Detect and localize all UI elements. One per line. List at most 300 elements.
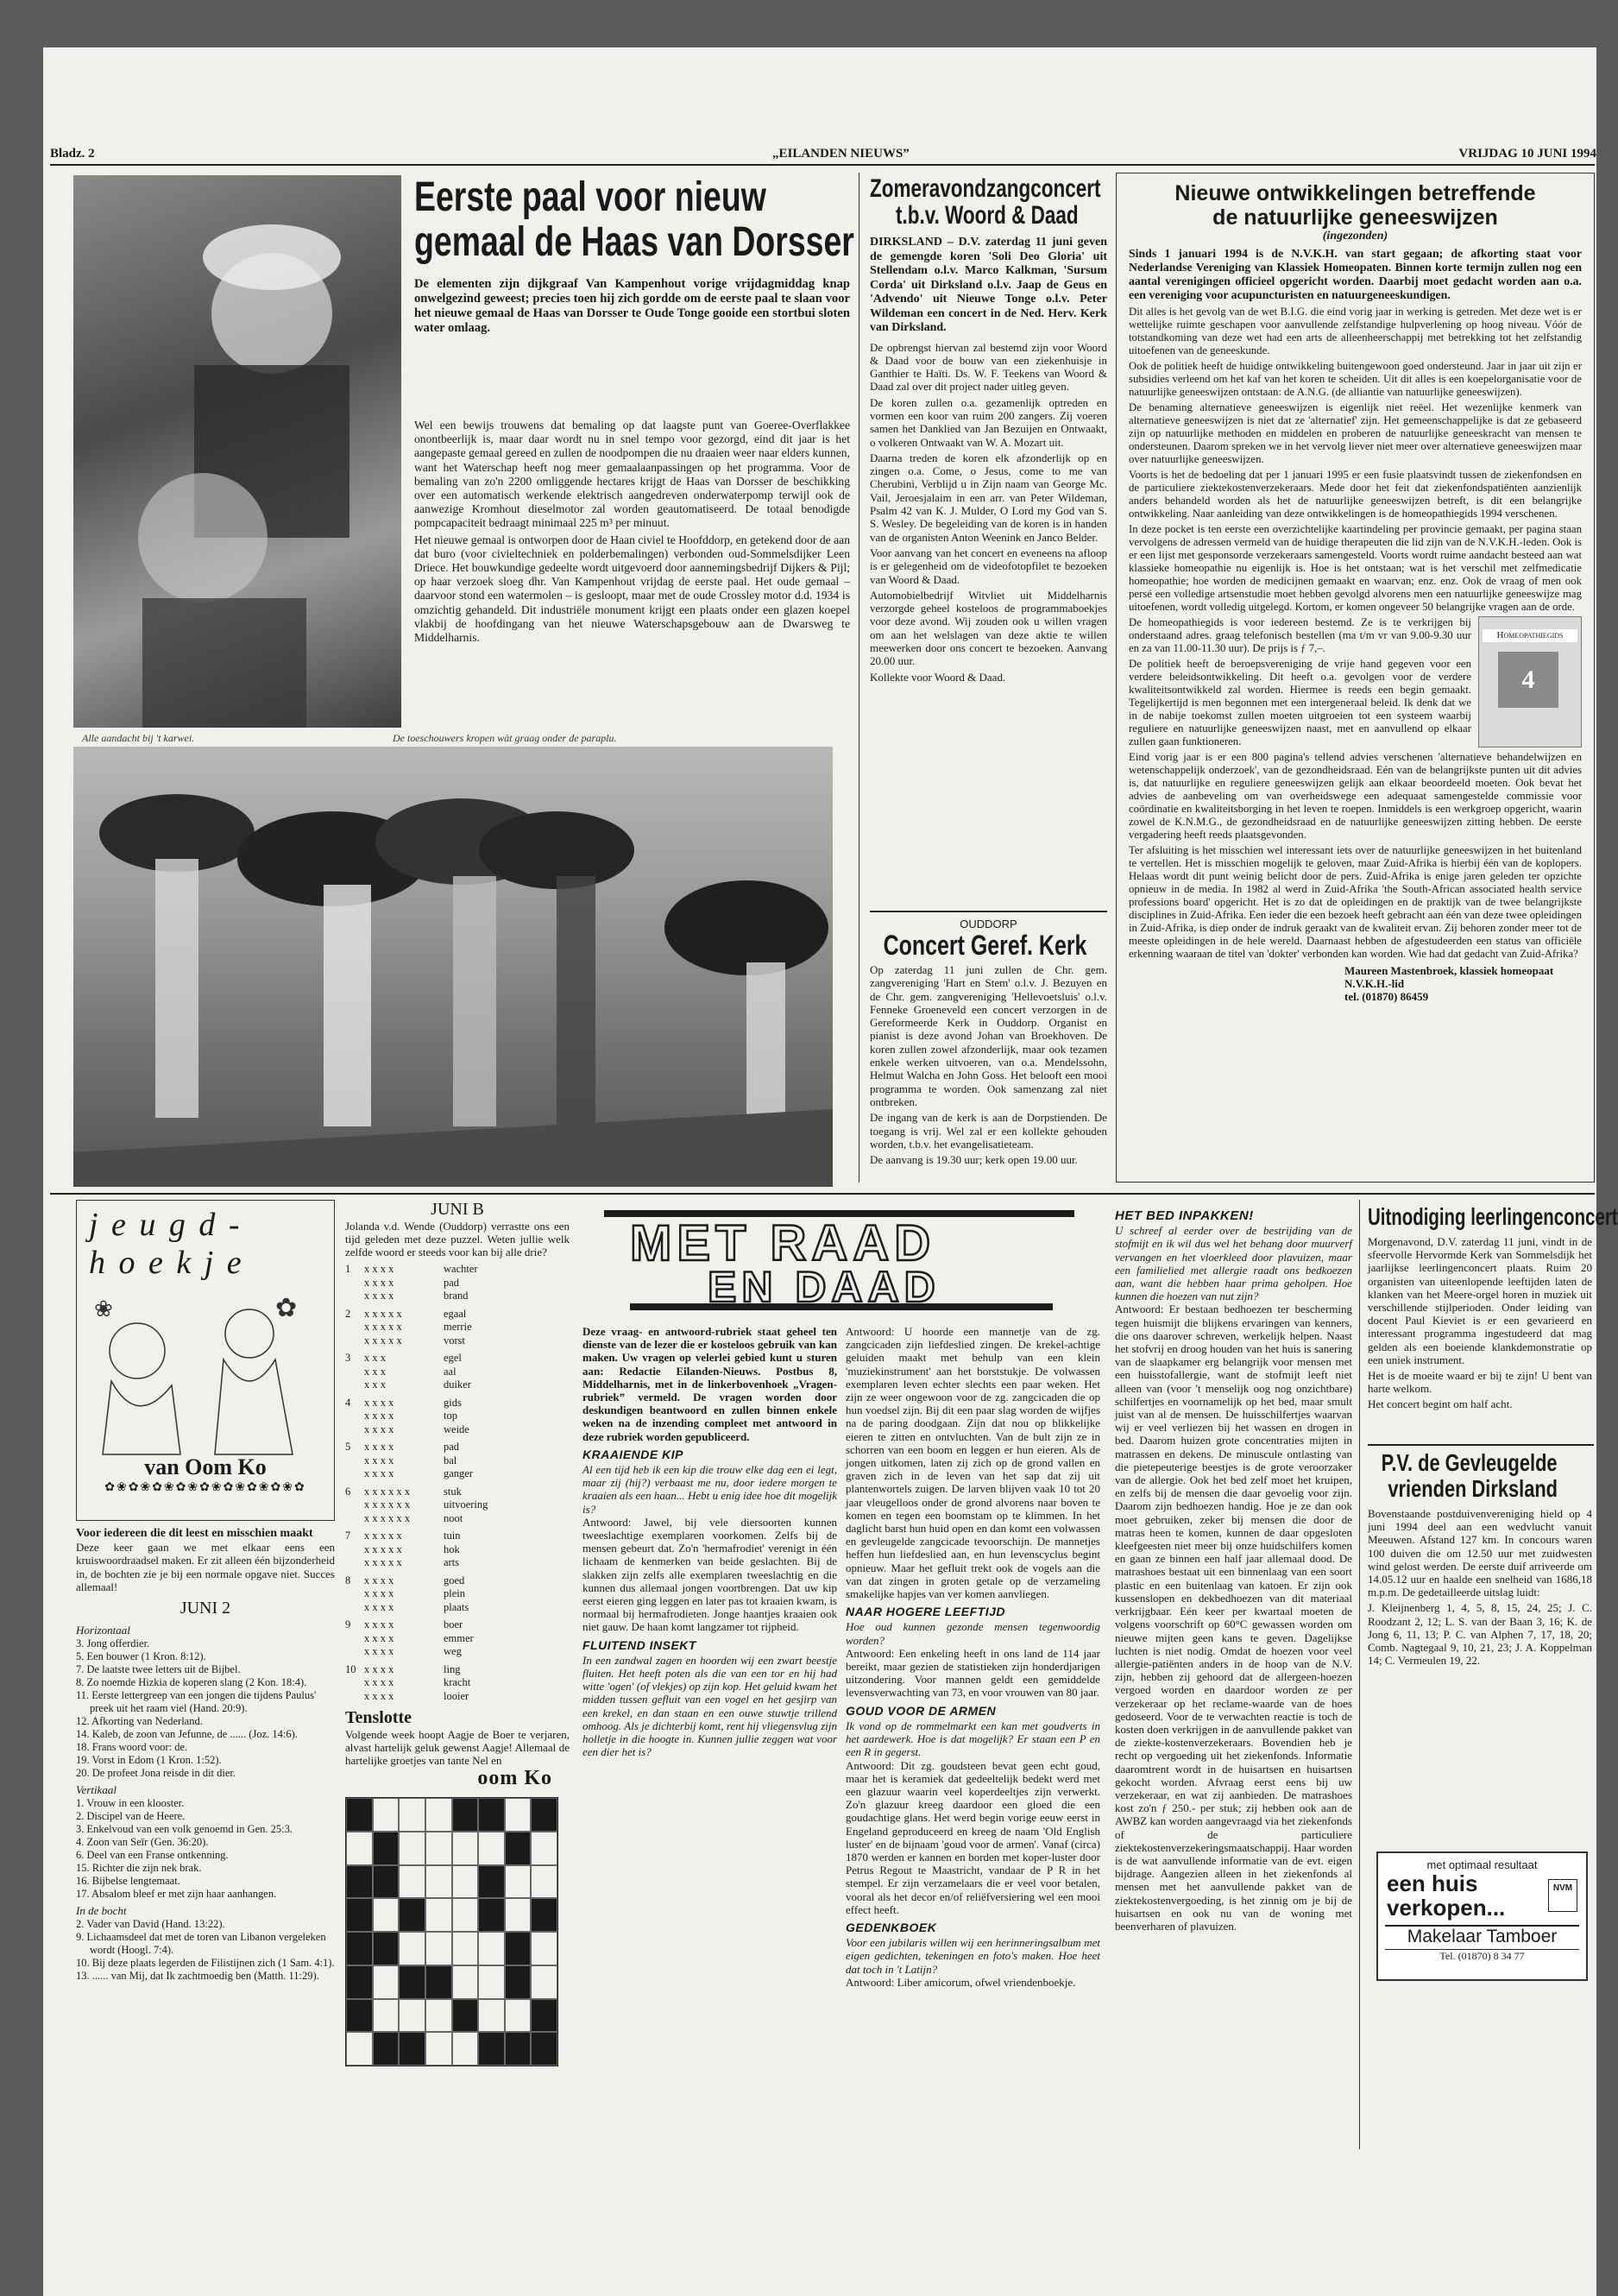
clue-item: 3. Enkelvoud van een volk genoemd in Gen. 25:3.	[76, 1823, 293, 1836]
answer-text: Antwoord: Jawel, bij vele diersoorten kunnen tweeslachtige exemplaren voorkomen. Zelfs bij de mensen gebeurt dat. Zo'n 'hermafrodiet' verenigt in één lichaam de kenmerken van beide geslachten. Bij de slakken zijn zelfs alle exemplaren tweeslachtig en die kunnen dus allemaal jongen voortbrengen. Dat uw kip eerst eieren ging leggen en later pas tot kraaien kwam, is normaal bij hermafrodieten. Jonge haantjes kraaien ook niet gauw. De haan komt langzamer tot rijpheid.	[582, 1515, 837, 1634]
subhead-hogere-leeftijd: NAAR HOGERE LEEFTIJD	[846, 1605, 1006, 1619]
group-number	[345, 1601, 364, 1615]
word-group	[345, 1397, 570, 1437]
letter-placeholders: x x x x	[364, 1689, 394, 1702]
clue-item: 7. De laatste twee letters uit de Bijbel.	[76, 1663, 241, 1676]
crossword-cell[interactable]	[531, 2032, 557, 2066]
group-number	[345, 1645, 364, 1659]
crossword-cell[interactable]	[425, 1965, 452, 1999]
geneeswijzen-paragraph: Voorts is het de bedoeling dat per 1 januari 1995 er een fusie plaatsvindt tussen de ziekenfondsen en de particuliere ziektekostenverzekeraars. Mede door het feit dat ziekenfondspatiënten aanzienlijk anders behandeld worden als het de natuurlijke geneeswijzen betreft, is dit een belangrijke ontwikkeling. Naar aanleiding van deze ontwikkelingen is de homeopathiegids 1994 verschenen.	[1129, 469, 1582, 520]
uitnodiging-paragraph: Het concert begint om half acht.	[1368, 1397, 1513, 1411]
photo-dijkgraaf	[73, 175, 401, 728]
page-number: Bladz. 2	[50, 147, 95, 161]
raad-column-1	[582, 1325, 837, 1759]
subhead-goud-voor-de-armen: GOUD VOOR DE ARMEN	[846, 1703, 997, 1718]
letter-placeholders: x x x x x x	[364, 1498, 411, 1511]
crossword-cell[interactable]	[346, 1832, 373, 1865]
geneeswijzen-paragraph: De homeopathiegids is voor iedereen bestemd. Ze is te verkrijgen bij onderstaand adres. graag telefonisch bestellen (ma t/m vr van 9.00-9.30 uur en za van 11.00-11.30 uur). De prijs is ƒ 7,–.	[1129, 616, 1471, 654]
juni-b-heading: JUNI B	[431, 1200, 484, 1219]
crossword-cell[interactable]	[399, 1798, 425, 1832]
horizontaal-heading: Horizontaal	[76, 1624, 130, 1637]
crossword-cell[interactable]	[478, 2032, 505, 2066]
group-number	[345, 1467, 364, 1481]
letter-placeholders: x x x x	[364, 1396, 394, 1409]
word-suffix: boer	[444, 1618, 463, 1631]
clue-item: 13. ...... van Mij, dat Ik zachtmoedig ben (Matth. 11:29).	[76, 1970, 319, 1983]
group-number: 2	[345, 1307, 351, 1320]
main-paragraph: Het nieuwe gemaal is ontworpen door de Haan civiel te Hoofddorp, en getekend door de aan dat buro (voor civieltechniek en polderbemalingen) verbonden oud-Sommelsdijker Leen Driece. Het bouwkundige gedeelte wordt uitgevoerd door aannemingsbedrijf Dijkers & Pijl; op haar verzoek sloeg dhr. Van Kampenhout vrijdag de eerste paal. Het oude gemaal – daarvoor stond een watermolen – is gesloopt, maar met de oude Crossley motor d.d. 1934 is omzichtig gehandeld. Dit industriële monument krijgt een plaats onder een glazen koepel vlakbij de hoofdingang van het nieuwe Waterschapsgebouw aan de Dwarsweg te Middelharnis.	[414, 533, 850, 645]
word-row	[345, 1423, 570, 1437]
group-number	[345, 1498, 364, 1512]
word-suffix: arts	[444, 1556, 460, 1568]
word-suffix: ling	[444, 1662, 461, 1675]
letter-placeholders: x x x x	[364, 1600, 394, 1613]
question-text: Al een tijd heb ik een kip die trouw elke dag een ei legt, maar zij (hij?) verbaast me nu, door iedere morgen te kraaien als een haan... Hebt u enig idee hoe dit mogelijk is?	[582, 1463, 837, 1516]
ouddorp-paragraph: De ingang van de kerk is aan de Dorpstienden. De toegang is vrij. Wel zal er een kollekte gehouden worden, t.b.v. het evangelisatieteam.	[870, 1111, 1107, 1151]
geneeswijzen-article	[1129, 181, 1582, 1003]
letter-placeholders: x x x x x	[364, 1530, 402, 1542]
crossword-cell[interactable]	[452, 1798, 479, 1832]
crossword-cell[interactable]	[531, 1865, 557, 1899]
geneeswijzen-paragraph: Ook de politiek heeft de huidige ontwikkeling buitengewoon goed ondersteund. Jaar in jaar uit zijn er subsidies verleend om het kaf van het koren te scheiden. Uit dit alles is een koepelorganisatie voor de natuurlijke geneeswijzen ontstaan: de A.N.G. (de alliantie van natuurlijke geneeswijzen).	[1129, 360, 1582, 398]
zomer-paragraph: Kollekte voor Woord & Daad.	[870, 670, 1006, 684]
group-number	[345, 1512, 364, 1526]
word-row	[345, 1632, 570, 1646]
word-suffix: goed	[444, 1574, 465, 1586]
letter-placeholders: x x x x	[364, 1441, 394, 1453]
header-rule	[50, 164, 1595, 166]
answer-text: Antwoord: Liber amicorum, ofwel vriendenboekje.	[846, 1975, 1076, 1989]
crossword-cell[interactable]	[373, 2032, 400, 2066]
crossword-cell[interactable]	[452, 1898, 479, 1932]
letter-placeholders: x x x x	[364, 1467, 394, 1479]
jeugdhoekje-byline: van Oom Ko	[144, 1454, 267, 1479]
question-text: Voor een jubilaris willen wij een herinneringsalbum met eigen gedichten, tekeningen en foto's maken. Hoe heet dat toch in 't Latijn?	[846, 1936, 1100, 1976]
crossword-cell[interactable]	[452, 1865, 479, 1899]
crossword-cell[interactable]	[478, 1965, 505, 1999]
zomer-lead: DIRKSLAND – D.V. zaterdag 11 juni geven de gemengde koren 'Soli Deo Gloria' uit Stellendam o.l.v. Marco Kalkman, 'Sursum Corda' uit Dirksland o.l.v. Jaap de Geus en 'Advendo' uit Nieuwe Tonge o.l.v. Peter Wildeman een concert in de Ned. Herv. Kerk van Dirksland.	[870, 236, 1107, 334]
clue-item: 9. Lichaamsdeel dat met de toren van Libanon vergeleken wordt (Hoogl. 7:4).	[76, 1931, 326, 1957]
group-number	[345, 1690, 364, 1704]
word-group	[345, 1485, 570, 1526]
book-title: Homeopathiegids	[1483, 629, 1577, 642]
word-row	[345, 1601, 570, 1615]
question-text: In een zandwal zagen en hoorden wij een zwart beestje fluiten. Het heeft poten als die van een tor en hij had witte 'ogen' (of vlekjes) op zijn kop. Het geluid kwam het midden tussen gefluit van een vogel en het gesjirp van een krekel, en dan staan en een ouwe stuwtje trillend omhoog. Als je dichterbij komt, rent hij vliegensvlug zijn holletje in die hoogte in. Kunnen jullie zeggen wat voor een dier het is?	[582, 1653, 837, 1759]
crossword-cell[interactable]	[478, 1999, 505, 2033]
crossword-cell[interactable]	[531, 1798, 557, 1832]
word-row	[345, 1366, 570, 1379]
jeugdhoekje-text	[76, 1527, 335, 1983]
clue-item: 19. Vorst in Edom (1 Kron. 1:52).	[76, 1754, 222, 1767]
crossword-cell[interactable]	[505, 1798, 532, 1832]
crossword-cell[interactable]	[452, 2032, 479, 2066]
clue-item: 11. Eerste lettergreep van een jongen die tijdens Paulus' preek uit het raam viel (Hand. 20:9).	[76, 1689, 317, 1715]
vertikaal-heading: Vertikaal	[76, 1783, 116, 1797]
clue-item: 16. Bijbelse lengtemaat.	[76, 1875, 180, 1888]
crossword-cell[interactable]	[478, 1898, 505, 1932]
letter-placeholders: x x x x	[364, 1454, 394, 1467]
uitnodiging-title: Uitnodiging leerlingenconcert	[1368, 1203, 1618, 1230]
letter-placeholders: x x x x	[364, 1587, 394, 1599]
group-number	[345, 1410, 364, 1423]
group-number	[345, 1378, 364, 1392]
uitnodiging-paragraph: Morgenavond, D.V. zaterdag 11 juni, vindt in de sfeervolle Hervormde Kerk van Sommelsdijk het jaarlijkse leerlingenconcert plaats. Ruim 20 organisten van uiteenlopende leeftijden laten de klanken van het Meere-orgel horen in muziek uit verschillende stijlperioden. Onder leiding van docent Paul Kieviet is er een gevarieerd en interessant programma ingestudeerd dat mag gelden als een boeiende klankdemonstratie op een uniek instrument.	[1368, 1235, 1592, 1366]
geneeswijzen-paragraph: De benaming alternatieve geneeswijzen is eigenlijk niet reëel. Het wezenlijke kenmerk van alternatieve geneeswijzen is niet dat ze 'alternatief' zijn. Het gemeenschappelijke is dat ze gebaseerd zijn op natuurlijke methoden en middelen en proberen de natuurlijke geneeskracht van mensen te ondersteunen. Daarom spreken we in het vervolg liever niet meer over alternatieve geneeswijzen maar over natuurlijke geneeswijzen.	[1129, 401, 1582, 465]
answer-text: Antwoord: Dit zg. goudsteen bevat geen echt goud, maar het is keramiek dat gedeeltelijk bedekt werd met een glazuur waarin veel koperdeeltjes zijn verwerkt. Zo'n glazuur kreeg daardoor een gloed die een goudachtige glans. Het werd begin vorige eeuw eerst in Engeland geproduceerd en kreeg de naam 'Old English luster' en de bijnaam 'goud voor de armen'. Vanaf (circa) 1870 werden er kannen en borden met koper-luster door Petrus Regout te Maastricht, vandaar de P R in het stempel. Er zijn verzamelaars die er veel voor betalen, vooral als het decor en/of reliëfversiering wel een mooi effect heeft.	[846, 1758, 1100, 1916]
word-suffix: hok	[444, 1542, 460, 1555]
children-drawing	[77, 1282, 334, 1454]
group-number	[345, 1556, 364, 1570]
word-suffix: pad	[444, 1276, 460, 1289]
vertikaal-list	[76, 1797, 335, 1901]
banner-title-line-1: MET RAAD	[630, 1215, 936, 1271]
juni-b-groups	[345, 1263, 570, 1703]
word-suffix: merrie	[444, 1321, 472, 1333]
met-raad-en-daad-banner	[578, 1200, 1100, 1321]
jeugdhoekje-title-2: h o e k j e	[89, 1245, 244, 1281]
crossword-cell[interactable]	[478, 1798, 505, 1832]
crossword-cell[interactable]	[531, 1898, 557, 1932]
crossword-cell[interactable]	[373, 1798, 400, 1832]
crossword-cell[interactable]	[346, 1898, 373, 1932]
crossword-cell[interactable]	[399, 1832, 425, 1865]
zomer-headline-2: t.b.v. Woord & Daad	[896, 201, 1079, 230]
makelaar-ad[interactable]	[1376, 1851, 1588, 1981]
crossword-cell[interactable]	[399, 1932, 425, 1965]
tenslotte-heading: Tenslotte	[345, 1708, 412, 1727]
crossword-cell[interactable]	[505, 1832, 532, 1865]
subhead-gedenkboek: GEDENKBOEK	[846, 1920, 937, 1934]
word-row	[345, 1530, 570, 1543]
word-row	[345, 1378, 570, 1392]
crossword-cell[interactable]	[531, 1832, 557, 1865]
crossword-cell[interactable]	[425, 1999, 452, 2033]
clue-item: 3. Jong offerdier.	[76, 1637, 150, 1650]
group-number	[345, 1543, 364, 1557]
subhead-kraaiende-kip: KRAAIENDE KIP	[582, 1447, 683, 1461]
word-group	[345, 1352, 570, 1392]
word-row	[345, 1277, 570, 1290]
word-row	[345, 1556, 570, 1570]
clue-item: 6. Deel van een Franse ontkenning.	[76, 1849, 229, 1862]
crossword-cell[interactable]	[399, 1865, 425, 1899]
main-paragraph: Wel een bewijs trouwens dat bemaling op dat laagste punt van Goeree-Overflakkee onontbeerlijk is, maar daar wordt nu in snel tempo voor gezorgd, eind dit jaar is het aangepaste gemaal gereed en zullen de noodpompen die nu draaien weer naar elders kunnen, want het Waterschap heeft nog meer gemaalaanpassingen op het programma. Voor de bemaling van zo'n 2200 omliggende hectares krijgt de Haas van Dorsser de beschikking over een automatisch werkende elektrisch aangedreven onderwaterpomp terwijl ook de aanwezige Kromhout dieselmotor zal worden geautomatiseerd. De totaal benodigde pompcapaciteit bedraagt minimaal 225 m³ per minuut.	[414, 419, 851, 530]
ad-phone: Tel. (01870) 8 34 77	[1385, 1949, 1579, 1963]
word-row	[345, 1663, 570, 1677]
banner-lettering	[578, 1200, 1100, 1321]
crossword-cell[interactable]	[373, 1999, 400, 2033]
divider	[1368, 1444, 1594, 1446]
letter-placeholders: x x x x	[364, 1574, 394, 1586]
geneeswijzen-headline-1: Nieuwe ontwikkelingen betreffende	[1174, 181, 1536, 205]
crossword-cell[interactable]	[452, 1999, 479, 2033]
main-body	[414, 419, 850, 647]
word-suffix: stuk	[444, 1485, 462, 1498]
geneeswijzen-paragraph: Eind vorig jaar is er een 800 pagina's tellend advies verschenen 'alternatieve behandelwijzen en wetenschappelijk onderzoek', van de gezondheidsraad. Eén van de belangrijkste punten uit dit advies is, dat natuurlijke en reguliere geneeswijzen gelijk aan elkaar beoordeeld moeten. Ook bevat het advies de aanbeveling om van overheidswege een adequaat samengestelde commissie voor coördinatie en kwaliteitsborging in het leven te roepen. Inmiddels is een werkgroep opgericht, waarin zowel de K.N.M.G., de gezondheidsraad en de natuurlijke geneeswijzen zitting hebben. De eerste vergadering heeft reeds plaatsgevonden.	[1129, 751, 1582, 841]
word-suffix: tuin	[444, 1530, 461, 1542]
crossword-cell[interactable]	[452, 1832, 479, 1865]
word-row	[345, 1498, 570, 1512]
letter-placeholders: x x x x	[364, 1276, 394, 1289]
word-suffix: uitvoering	[444, 1498, 488, 1511]
group-number: 9	[345, 1618, 351, 1631]
zomer-paragraph: Voor aanvang van het concert en eveneens na afloop is er gelegenheid om de videofotopfilet te bezoeken van Woord & Daad.	[870, 546, 1107, 586]
letter-placeholders: x x x x x	[364, 1334, 402, 1347]
geneeswijzen-paragraph: De politiek heeft de beroepsvereniging de vrije hand gegeven voor een verdere beleidsontwikkeling. Dit heeft o.a. gevolgen voor de verdere kwaliteitsontwikkeld zal worden. Hiermee is reeds een begin gemaakt. Tegelijkertijd is men begonnen met een intergeneraal beleid. Ik denk dat we in de nabije toekomst zullen moeten uitgroeien tot een systeem waarbij reguliere en natuurlijke geneeswijzen naast, met en aanvullend op elkaar zullen gaan funktioneren.	[1129, 658, 1471, 747]
main-article	[414, 174, 854, 336]
clue-item: 5. Een bouwer (1 Kron. 8:12).	[76, 1650, 206, 1663]
clue-item: 4. Zoon van Seïr (Gen. 36:20).	[76, 1836, 209, 1849]
clue-item: 1. Vrouw in een klooster.	[76, 1797, 185, 1810]
crossword-cell[interactable]	[346, 1965, 373, 1999]
signature-membership: N.V.K.H.-lid	[1344, 977, 1405, 990]
word-suffix: emmer	[444, 1631, 474, 1644]
word-suffix: weg	[444, 1645, 462, 1657]
clue-item: 15. Richter die zijn nek brak.	[76, 1862, 202, 1875]
subhead-fluitend-insekt: FLUITEND INSEKT	[582, 1637, 696, 1652]
word-group	[345, 1441, 570, 1481]
ouddorp-title: Concert Geref. Kerk	[883, 930, 1087, 961]
ad-headline-2: verkopen...	[1387, 1895, 1506, 1921]
crossword-cell[interactable]	[505, 1999, 532, 2033]
crossword-cell[interactable]	[425, 2032, 452, 2066]
ad-company: Makelaar Tamboer	[1385, 1925, 1579, 1947]
word-row	[345, 1645, 570, 1659]
crossword-cell[interactable]	[531, 1932, 557, 1965]
ad-tagline: met optimaal resultaat	[1426, 1858, 1538, 1871]
crossword-cell[interactable]	[452, 1965, 479, 1999]
ouddorp-paragraph: De aanvang is 19.30 uur; kerk open 19.00 uur.	[870, 1153, 1078, 1167]
bocht-list	[76, 1918, 335, 1983]
crossword-cell[interactable]	[373, 1965, 400, 1999]
zomer-article	[870, 175, 1107, 686]
uitnodiging-article	[1368, 1203, 1618, 1414]
crossword-cell[interactable]	[425, 1832, 452, 1865]
issue-date: VRIJDAG 10 JUNI 1994	[1458, 147, 1596, 161]
clue-item: 2. Discipel van de Heere.	[76, 1810, 186, 1823]
word-group	[345, 1618, 570, 1659]
word-row	[345, 1308, 570, 1321]
crossword-cell[interactable]	[346, 1798, 373, 1832]
letter-placeholders: x x x	[364, 1365, 386, 1378]
raad-column-2	[846, 1325, 1100, 1989]
crossword-cell[interactable]	[478, 1865, 505, 1899]
group-number: 4	[345, 1396, 351, 1409]
crossword-cell[interactable]	[531, 1999, 557, 2033]
flower-border-icon: ✿❀✿❀✿❀✿❀✿❀✿❀✿❀✿❀✿	[104, 1480, 306, 1494]
ouddorp-paragraph: Op zaterdag 11 juni zullen de Chr. gem. zangvereniging 'Hart en Stem' o.l.v. J. Bezuyen en de Chr. gem. zangvereniging 'Hellevoetsluis' o.l.v. Fenneke Groeneveld een concert verzorgen in de Gereformeerde Kerk in Ouddorp. Organist en pianist is deze avond Johan van Broekhoven. De koren zullen zowel afzonderlijk, maar ook tezamen enkele werken uitvoeren, van o.a. Mendelssohn, Helmut Walcha en John Goss. Het belooft een mooi programma te worden. Ook samenzang zal niet ontbreken.	[870, 963, 1107, 1108]
word-suffix: pad	[444, 1441, 460, 1453]
main-headline-2: gemaal de Haas van Dorsser	[414, 219, 854, 265]
letter-placeholders: x x x x	[364, 1631, 394, 1644]
word-group	[345, 1263, 570, 1303]
letter-placeholders: x x x x x	[364, 1321, 402, 1333]
word-suffix: wachter	[444, 1263, 478, 1275]
letter-placeholders: x x x x x	[364, 1307, 402, 1320]
letter-placeholders: x x x x	[364, 1645, 394, 1657]
subhead-het-bed-inpakken: HET BED INPAKKEN!	[1115, 1208, 1254, 1223]
crossword-cell[interactable]	[505, 1898, 532, 1932]
jeugdhoekje-intro: Deze keer gaan we met elkaar eens een kruiswoordraadsel maken. Er zit alleen één bijzonderheid in, de bochten zie je bij een normale opgave niet. Succes allemaal!	[76, 1541, 335, 1593]
crossword-cell[interactable]	[452, 1932, 479, 1965]
crossword-cell[interactable]	[373, 1832, 400, 1865]
word-row	[345, 1263, 570, 1277]
crossword-cell[interactable]	[478, 1932, 505, 1965]
word-row	[345, 1397, 570, 1410]
letter-placeholders: x x x	[364, 1378, 386, 1391]
question-text: Hoe oud kunnen gezonde mensen tegenwoordig worden?	[846, 1620, 1100, 1647]
crossword-cell[interactable]	[346, 1865, 373, 1899]
group-number: 7	[345, 1530, 351, 1542]
raad-intro: Deze vraag- en antwoord-rubriek staat geheel ten dienste van de lezer die er kosteloos gebruik van kan maken. Uw vragen op velerlei gebied kunt u sturen aan: Redactie Eilanden-Nieuws. Postbus 8, Middelharnis, met in de linkerbovenhoek „Vragen-rubriek” vermeld. De vragen worden door deskundigen beantwoord en zullen binnen enkele weken na de inzending compleet met antwoord in deze rubriek worden gepubliceerd.	[582, 1325, 837, 1443]
crossword-cell[interactable]	[399, 1965, 425, 1999]
ouddorp-kicker: OUDDORP	[960, 918, 1017, 930]
group-number	[345, 1632, 364, 1646]
clue-item: 10. Bij deze plaats legerden de Filistijnen zich (1 Sam. 4:1).	[76, 1957, 335, 1970]
photo-umbrellas-illustration	[73, 747, 833, 1187]
word-suffix: egaal	[444, 1307, 467, 1320]
word-row	[345, 1618, 570, 1632]
crossword-cell[interactable]	[399, 2032, 425, 2066]
crossword-cell[interactable]	[399, 1999, 425, 2033]
divider	[870, 911, 1107, 912]
group-number: 1	[345, 1263, 351, 1275]
question-text: Ik vond op de rommelmarkt een kan met goudverts in het aardewerk. Hoe is dat mogelijk? Er staan een P en een R in gegerst.	[846, 1719, 1100, 1759]
photo-dijkgraaf-illustration	[73, 175, 401, 728]
crossword-cell[interactable]	[425, 1798, 452, 1832]
letter-placeholders: x x x	[364, 1352, 386, 1364]
crossword-cell[interactable]	[505, 2032, 532, 2066]
nvm-logo-text: NVM	[1552, 1883, 1573, 1893]
juni-b-puzzle	[345, 1200, 570, 2066]
ad-headline-1: een huis	[1387, 1870, 1478, 1896]
main-lead: De elementen zijn dijkgraaf Van Kampenhout vorige vrijdagmiddag knap onwelgezind geweest; precies toen hij zich gordde om de eerste paal te slaan voor het nieuwe gemaal de Haas van Dorsser te Oude Tonge gooide een stortbui sloten water omlaag.	[414, 277, 850, 335]
group-number	[345, 1423, 364, 1437]
word-row	[345, 1410, 570, 1423]
letter-placeholders: x x x x x x	[364, 1485, 411, 1498]
geneeswijzen-paragraph: In deze pocket is ten eerste een overzichtelijke kaartindeling per provincie gemaakt, per pagina staan vervolgens de adressen vermeld van de huidige therapeuten die lid zijn van de N.V.K.H.-leden. Ook is er een lijst met gesponsorde verzekeraars samengesteld. Voorts wordt ruime aandacht besteed aan wat klassieke homeopathie nu eigenlijk is. Hoe is het ontstaan; wat is het verschil met zelfmedicatie homeopathie; hoe worden de medicijnen gemaakt en waarvan; enz. enz. Ook de vraag of men ook persé een volledige artsenstudie moet hebben gevolgd alvorens men een natuurlijke geneeswijze mag uitoefenen, wordt volledig uitgelegd. Kortom, er komen ongeveer 50 belangrijke vragen aan de orde.	[1129, 523, 1582, 613]
word-row	[345, 1587, 570, 1601]
answer-text: Antwoord: Een enkeling heeft in ons land de 114 jaar bereikt, maar gezien de statistieken zijn honderdjarigen uitzondering. Voor mannen geldt een gemiddelde levensverwachting van 73, en voor vrouwen van 80 jaar.	[846, 1646, 1100, 1700]
word-suffix: bal	[444, 1454, 457, 1467]
word-suffix: top	[444, 1410, 457, 1422]
crossword-cell[interactable]	[399, 1898, 425, 1932]
geneeswijzen-headline-2: de natuurlijke geneeswijzen	[1212, 205, 1498, 230]
group-number	[345, 1676, 364, 1690]
banner-title-line-2: EN DAAD	[708, 1263, 941, 1311]
book-cover-number: 4	[1498, 652, 1558, 708]
word-group	[345, 1574, 570, 1615]
word-suffix: ganger	[444, 1467, 474, 1479]
newspaper-name: „EILANDEN NIEUWS”	[772, 147, 910, 161]
crossword-cell[interactable]	[505, 1865, 532, 1899]
pv-title-2: vrienden Dirksland	[1388, 1475, 1558, 1502]
answer-text: Antwoord: U hoorde een mannetje van de zg. zangcicaden zijn liefdeslied zingen. De krekel-achtige geluiden maakt met behulp van een klein 'muziekinstrument' aan het borststukje. De volwassen exemplaren leven echter slechts een paar weken. Het zijn ze weer ongewoon voor de zg. zangcicaden die op hun voedsel zijn. Bij dit een paar slag worden de wijfjes na de paring doodgaan. Zijn dat nou op blikkelijke eieren te zitten en ontvluchten. Van de bult zijn ze in schorren van een boom en leggen er hun eieren. Als de jongen uitkomen, laten zij zich op de grond vallen en graven zich in de leven van het sap dat zij uit plantenwortels zuigen. De larven blijven vaak 10 tot 20 jaar vleugelloos onder de grond alvorens naar boven te komen en tegen een boomstam op te klimmen. In het daglicht barst hun huid open en dan komt een volwassen en gevleugelde zangcicade tevoorschijn. De mannetjes heffen hun liefdeslied aan, en hun levenscyclus begint opnieuw. Maar het gefluit trekt ook de vogels aan die van dat zingen in groten getale op de verzameling smakelijke hapjes van ver komen aanvliegen.	[846, 1325, 1100, 1601]
geneeswijzen-paragraph: Ter afsluiting is het misschien wel interessant iets over de natuurlijke geneeswijzen in het buitenland te vertellen. Het is misschien mogelijk te geloven, maar Zuid-Afrika is hierbij één van de koplopers. Helaas wordt dit punt weinig belicht door de pers. Zuid-Afrika is enige jaren geleden ter opzichte opnieuw in de media. In 1982 al werd in Zuid-Afrika 'the South-African associated health service professions board' opgericht. Het is zo dat de opleidingen en de praktijk van de twee belangrijkste disciplines in Zuid-Afrika. Een ieder die een bezoek heeft gebracht aan één van deze twee opleidingen in Zuid-Afrika, is diep onder de indruk geraakt van de kwaliteit ervan. Zij behoren zonder meer tot de meeste opleidingen in de hele wereld. Daarnaast hebben de afgestudeerden een status van officiële erkenning waaraan de titel van 'dokter' verbonden kan worden. Wie had dat gedacht van Zuid-Afrika?	[1129, 844, 1582, 960]
word-suffix: gids	[444, 1396, 462, 1409]
caption-photo-left: Alle aandacht bij 't karwei.	[82, 732, 195, 744]
nvm-logo-icon	[1548, 1879, 1577, 1912]
letter-placeholders: x x x x x	[364, 1542, 402, 1555]
crossword-cell[interactable]	[425, 1865, 452, 1899]
signature-phone: tel. (01870) 86459	[1344, 990, 1429, 1003]
pv-article	[1368, 1450, 1592, 1669]
pv-title-1: P.V. de Gevleugelde	[1381, 1449, 1558, 1476]
tenslotte-text: Volgende week hoopt Aagje de Boer te verjaren, alvast hartelijk geluk gewenst Aagje! Allemaal de hartelijke groetjes van tante Nel en	[345, 1728, 570, 1767]
word-row	[345, 1441, 570, 1454]
crossword-cell[interactable]	[505, 1965, 532, 1999]
letter-placeholders: x x x x	[364, 1290, 394, 1302]
crossword-cell[interactable]	[531, 1965, 557, 1999]
clue-item: 20. De profeet Jona reisde in dit dier.	[76, 1767, 236, 1780]
word-suffix: plein	[444, 1587, 465, 1599]
word-row	[345, 1512, 570, 1526]
jeugdhoekje-intro-head: Voor iedereen die dit leest en misschien maakt	[76, 1527, 313, 1540]
word-suffix: egel	[444, 1352, 462, 1364]
crossword-cell[interactable]	[425, 1898, 452, 1932]
geneeswijzen-lead: Sinds 1 januari 1994 is de N.V.K.H. van start gegaan; de afkorting staat voor Nederlandse Vereniging van Klassiek Homeopaten. Binnen korte termijn zullen nog een aantal verenigingen officieel opgericht worden. Daarbij moet gedacht worden aan o.a. een vereniging voor acupuncturisten en natuurgeneeskundigen.	[1129, 247, 1582, 301]
word-row	[345, 1485, 570, 1499]
jeugdhoekje-header-box	[76, 1200, 335, 1521]
letter-placeholders: x x x x	[364, 1410, 394, 1422]
clue-item: 2. Vader van David (Hand. 13:22).	[76, 1918, 225, 1931]
letter-placeholders: x x x x	[364, 1676, 394, 1688]
crossword-cell[interactable]	[346, 2032, 373, 2066]
crossword-cell[interactable]	[425, 1932, 452, 1965]
crossword-cell[interactable]	[346, 1999, 373, 2033]
letter-placeholders: x x x x x	[364, 1556, 402, 1568]
group-number	[345, 1334, 364, 1348]
word-suffix: aal	[444, 1365, 456, 1378]
word-suffix: weide	[444, 1422, 469, 1435]
word-row	[345, 1543, 570, 1557]
pv-paragraph: Bovenstaande postduivenvereniging hield op 4 juni 1994 deel aan een wedvlucht vanuit Meeuwen. Afstand 127 km. In concours waren 100 duiven die om 12.50 uur met zuidwesten wind gelost werden. De eerste duif arriveerde om 14.05.12 uur en haalde een snelheid van 1686,18 m.p.m. De gedetailleerde uitslag luidt:	[1368, 1507, 1592, 1599]
crossword-cell[interactable]	[373, 1932, 400, 1965]
juni-b-intro: Jolanda v.d. Wende (Ouddorp) verrastte ons een tijd geleden met deze puzzel. Weten jullie welk zelfde woord er steeds voor kan bij alle drie?	[345, 1220, 570, 1258]
column-rule	[1359, 1200, 1360, 2149]
crossword-grid	[345, 1797, 558, 2066]
crossword-cell[interactable]	[373, 1865, 400, 1899]
letter-placeholders: x x x x	[364, 1422, 394, 1435]
group-number	[345, 1454, 364, 1468]
zomer-headline-1: Zomeravondzangconcert	[870, 174, 1101, 203]
signature-name: Maureen Mastenbroek, klassiek homeopaat	[1344, 964, 1554, 977]
photo-umbrellas	[73, 747, 833, 1187]
group-number: 6	[345, 1485, 351, 1498]
word-suffix: vorst	[444, 1334, 465, 1347]
clue-item: 12. Afkorting van Nederland.	[76, 1715, 203, 1728]
crossword-cell[interactable]	[478, 1832, 505, 1865]
word-suffix: duiker	[444, 1378, 471, 1391]
word-suffix: brand	[444, 1290, 469, 1302]
zomer-paragraph: Automobielbedrijf Witvliet uit Middelharnis verzorgde geheel kosteloos de programmaboekjes voor deze avond. Wij zouden ook u willen vragen om aan het welslagen van deze aktie te willen meewerken door ons concert te bezoeken. Aanvang 20.00 uur.	[870, 588, 1107, 668]
jeugdhoekje-title-1: j e u g d -	[89, 1207, 242, 1243]
word-row	[345, 1467, 570, 1481]
geneeswijzen-paragraph: Dit alles is het gevolg van de wet B.I.G. die eind vorig jaar in werking is getreden. Met deze wet is er wettelijke ruimte geschapen voor aanvullende zelfstandige hulpverlening op hoog niveau. Vóór de totstandkoming van deze wet had een arts de alleenheerschappij met betrekking tot het zelfstandig uitoefenen van de geneeskunde.	[1129, 306, 1582, 356]
word-group	[345, 1663, 570, 1704]
word-row	[345, 1290, 570, 1303]
crossword-cell[interactable]	[346, 1932, 373, 1965]
word-row	[345, 1454, 570, 1468]
caption-photo-right: De toeschouwers kropen wàt graag onder de paraplu.	[393, 732, 617, 744]
crossword-cell[interactable]	[373, 1898, 400, 1932]
group-number: 8	[345, 1574, 351, 1586]
word-row	[345, 1352, 570, 1366]
group-number: 10	[345, 1662, 356, 1675]
crossword-cell[interactable]	[505, 1932, 532, 1965]
group-number	[345, 1366, 364, 1379]
main-headline-1: Eerste paal voor nieuw	[414, 174, 766, 220]
